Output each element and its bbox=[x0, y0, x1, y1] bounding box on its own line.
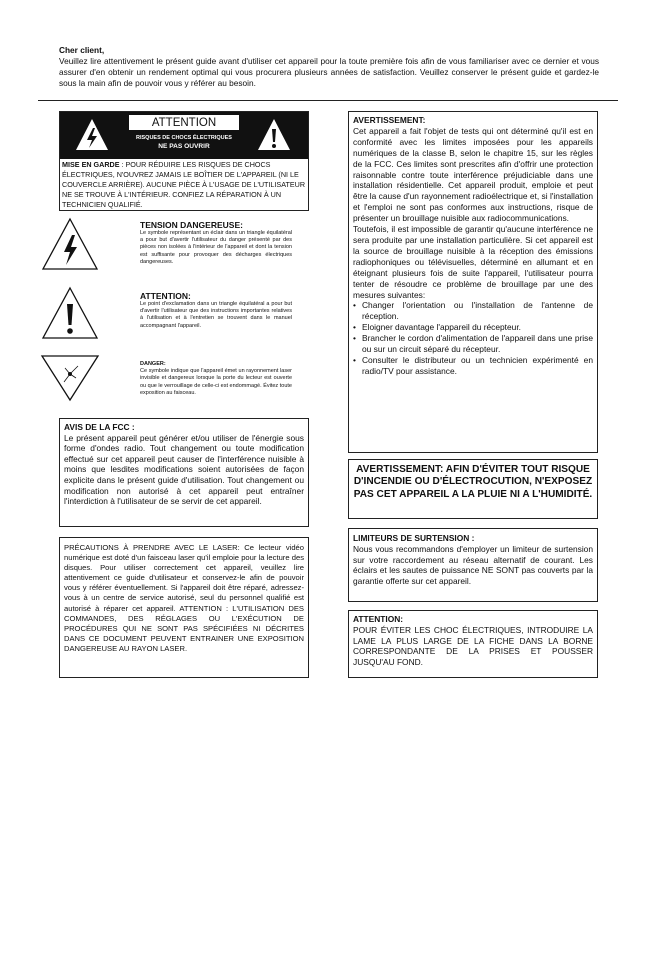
list-item: • Eloigner davantage l'appareil du récepteur. bbox=[353, 322, 521, 333]
fcc-notice bbox=[59, 418, 309, 527]
symbol-3-text bbox=[140, 361, 292, 397]
avertissement-box bbox=[348, 111, 598, 453]
laser-precautions bbox=[59, 537, 309, 678]
list-item: • Brancher le cordon d'alimentation de l'appareil dans une prise ou sur un circuit séparé du récepteur. bbox=[353, 333, 593, 355]
bullet-text: Changer l'orientation ou l'installation de l'antenne de réception. bbox=[362, 300, 593, 322]
surtension-box bbox=[348, 528, 598, 602]
symbol-2-heading: ATTENTION: bbox=[140, 291, 191, 301]
fcc-text: Le présent appareil peut générer et/ou utiliser de l'énergie sous forme d'ondes radio. Tout changement ou toute modification effectué sur cet appareil peut causer de l'interférence nuisible à moins que lesdites modifications soient autorisées de façon explicite dans le présent guide d'utilisation. Tout changement ou modification non autorisé à cet appareil peut entraîner l'interdiction à l'utilisateur de se servir de cet appareil. bbox=[64, 432, 304, 507]
list-item: • Consulter le distributeur ou un technicien expérimenté en radio/TV pour assistance. bbox=[353, 354, 593, 376]
symbol-2-desc: Le point d'exclamation dans un triangle équilatéral a pour but d'avertir l'utilisateur que des instructions importantes relatives à l'utilisation et à l'entretien se trouvent dans le manuel accompagnant l'appareil. bbox=[140, 301, 292, 329]
laser-text: PRÉCAUTIONS À PRENDRE AVEC LE LASER: Ce lecteur vidéo numérique est doté d'un faisceau laser qu'il emploie pour la lecture des disques. Pour utiliser correctement cet appareil, veuillez lire attentivement ce guide d'utilisateur et conservez-le afin de pouvoir vous y référer éventuellement. Si l'appareil doit être réparé, adressez-vous à un centre de service autorisé, seul du personnel qualifié est autorisé à réparer cet appareil. ATTENTION : L'UTILISATION DES COMMANDES, DES RÉGLAGES OU L'EXÉCUTION DE PROCÉDURES QUI NE SONT PAS SPÉCIFIÉES NI DÉCRITES DANS CE DOCUMENT PEUVENT ENTRAINER UNE EXPOSITION DANGEREUSE AU RAYON LASER. bbox=[64, 543, 304, 653]
fire-warning bbox=[348, 459, 598, 519]
surtension-heading: LIMITEURS DE SURTENSION : bbox=[353, 533, 475, 543]
symbol-3-desc: Ce symbole indique que l'appareil émet un rayonnement laser invisible et dangereux lorsque la porte du lecteur est ouverte ou que le verrouillage de celle-ci est endommagé. Évitez toute exposition au faisceau. bbox=[140, 368, 292, 396]
attention-title: ATTENTION bbox=[128, 114, 240, 131]
attention-label bbox=[59, 111, 309, 211]
avertissement-p2: Toutefois, il est impossible de garantir qu'aucune interférence ne sera produite par une installation particulière. Si cet appareil est la source de brouillage nuisible à la réception des émissions radiophoniques ou télévisuelles, déterminé en allumant et en éteignant plusieurs fois de suite l'appareil, l'utilisateur pourra tenter de résoudre ce problème de brouillage par une des mesures suivantes: bbox=[353, 224, 593, 300]
list-item: • Changer l'orientation ou l'installation de l'antenne de réception. bbox=[353, 300, 593, 322]
symbol-1-heading: TENSION DANGEREUSE: bbox=[140, 220, 243, 230]
mise-en-garde-label: MISE EN GARDE bbox=[62, 160, 120, 169]
lightning-triangle-icon bbox=[74, 117, 110, 153]
divider bbox=[38, 100, 618, 101]
lightning-triangle-icon bbox=[40, 215, 100, 275]
attention-plug-heading: ATTENTION: bbox=[353, 614, 404, 624]
bullet-text: Eloigner davantage l'appareil du récepteur. bbox=[362, 322, 521, 333]
attention-subtitle-2: NE PAS OUVRIR bbox=[158, 143, 210, 150]
symbol-1-desc: Le symbole représentant un éclair dans un triangle équilatéral a pour but d'avertir l'utilisateur du danger présenté par des pièces non isolées à l'intérieur de l'appareil et dont la tension est suffisante pour provoquer des décharges électriques dangereuses. bbox=[140, 230, 292, 265]
symbol-3-heading: DANGER: bbox=[140, 361, 166, 367]
surtension-text: Nous vous recommandons d'employer un limiteur de surtension sur votre raccordement au réseau alternatif de courant. Les éclairs et les sautes de puissance NE SONT pas couverts par la garantie offerte sur cet appareil. bbox=[353, 543, 593, 587]
avertissement-p1: Cet appareil a fait l'objet de tests qui ont déterminé qu'il est en conformité avec les limites imposées pour les appareils numériques de la classe B, selon le chapitre 15, sur les règles de la FCC. Ces limites sont prescrites afin d'offrir une protection raisonnable contre toute interférence préjudiciable dans une installation résidentielle. Cet appareil produit, emploie et peut être la cause d'un rayonnement radioélectrique et, si l'installation et l'emploi ne sont pas conformes aux instructions, risque de présenter un brouillage nuisible aux radiocommunications. bbox=[353, 125, 593, 224]
bullet-text: Consulter le distributeur ou un technicien expérimenté en radio/TV pour assistance. bbox=[362, 354, 593, 376]
attention-plug-box bbox=[348, 610, 598, 678]
intro-text: Veuillez lire attentivement le présent guide avant d'utiliser cet appareil pour la toute première fois afin de vous familiariser avec ce dernier et vous assurer d'en obtenir un rendement optimal qui vous procurera plusieurs années de satisfaction. Veuillez conserver le présent guide et gardez-le sous la main afin de pouvoir vous y référer au besoin. bbox=[59, 56, 599, 88]
intro bbox=[59, 45, 599, 89]
fire-warning-text: AVERTISSEMENT: AFIN D'ÉVITER TOUT RISQUE D'INCENDIE OU D'ÉLECTROCUTION, N'EXPOSEZ PAS CET APPAREIL A LA PLUIE NI A L'HUMIDITÉ. bbox=[353, 464, 593, 500]
attention-subtitle: RISQUES DE CHOCS ÉLECTRIQUES bbox=[136, 135, 232, 141]
laser-triangle-icon bbox=[40, 352, 100, 402]
fcc-heading: AVIS DE LA FCC : bbox=[64, 422, 135, 432]
symbol-1-text bbox=[140, 220, 292, 266]
greeting: Cher client, bbox=[59, 45, 105, 55]
bullet-text: Brancher le cordon d'alimentation de l'appareil dans une prise ou sur un circuit séparé du récepteur. bbox=[362, 333, 593, 355]
avertissement-heading: AVERTISSEMENT: bbox=[353, 115, 426, 125]
mise-en-garde bbox=[62, 160, 307, 210]
attention-header bbox=[60, 112, 308, 159]
attention-plug-text: POUR ÉVITER LES CHOC ÉLECTRIQUES, INTRODUIRE LA LAME LA PLUS LARGE DE LA FICHE DANS LA BORNE CORRESPONDANTE DE LA PRISES ET POUSSER JUSQU'AU FOND. bbox=[353, 624, 593, 668]
symbol-2-text bbox=[140, 291, 292, 330]
exclamation-triangle-icon bbox=[40, 284, 100, 344]
exclamation-triangle-icon bbox=[256, 117, 292, 153]
mise-en-garde-text: : POUR RÉDUIRE LES RISQUES DE CHOCS ÉLECTRIQUES, N'OUVREZ JAMAIS LE BOÎTIER DE L'APPAREIL (NI LE COUVERCLE ARRIÈRE). AUCUNE PIÈCE À L'USAGE DE L'UTILISATEUR NE SE TROUVE À L'INTÉRIEUR. CONFIEZ LA RÉPARATION À UN TECHNICIEN QUALIFIÉ. bbox=[62, 160, 306, 209]
